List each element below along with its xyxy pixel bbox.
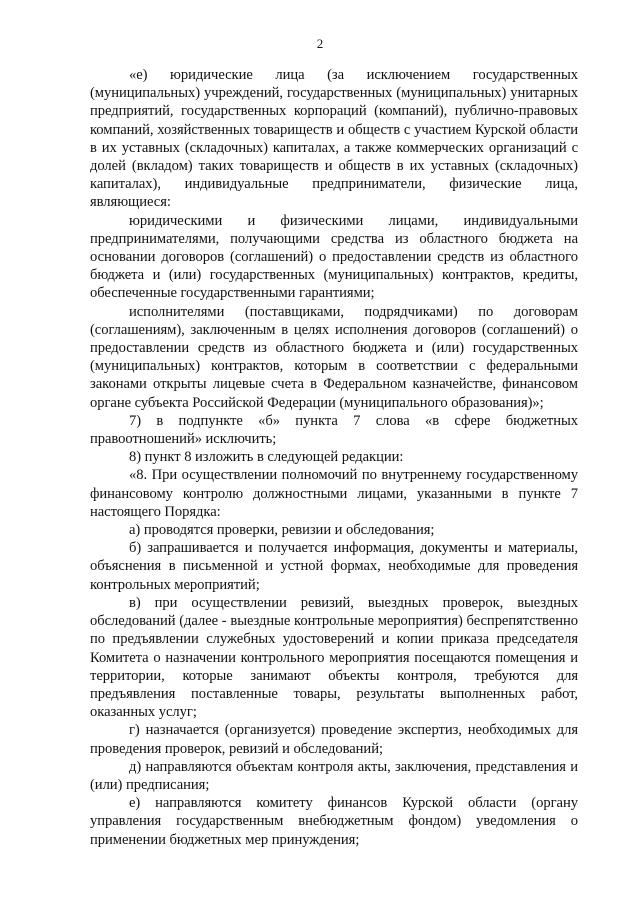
document-body bbox=[90, 66, 578, 849]
paragraph-budget-recipients: юридическими и физическими лицами, индивидуальными предпринимателями, получающими средства из областного бюджета на основании договоров (соглашений) о предоставлении средств из областного бюджета и (или) государственных (муниципальных) контрактов, кредиты, обеспеченные государственными гарантиями; bbox=[90, 212, 578, 302]
paragraph-legal-entities: «е) юридические лица (за исключением государственных (муниципальных) учреждений, государственных (муниципальных) унитарных предприятий, государственных корпораций (компаний), публично-правовых компаний, хозяйственных товариществ и обществ с участием Курской области в их уставных (складочных) капиталах, а также коммерческих организаций с долей (вкладом) таких товариществ и обществ в их уставных (складочных) капиталах), индивидуальные предприниматели, физические лица, являющиеся: bbox=[90, 67, 578, 211]
paragraph-item-7: 7) в подпункте «б» пункта 7 слова «в сфере бюджетных правоотношений» исключить; bbox=[90, 412, 578, 448]
paragraph-item-8-intro: 8) пункт 8 изложить в следующей редакции: bbox=[129, 449, 404, 466]
paragraph-contractors: исполнителями (поставщиками, подрядчиками) по договорам (соглашениям), заключенным в целях исполнения договоров (соглашений) о предоставлении средств из областного бюджета и (или) государственных (муниципальных) контрактов, которым в соответствии с федеральными законами открыты лицевые счета в Федеральном казначействе, финансовом органе субъекта Российской Федерации (муниципального образования)»; bbox=[90, 303, 578, 411]
paragraph-subitem-a: а) проводятся проверки, ревизии и обследования; bbox=[129, 522, 435, 539]
paragraph-subitem-v: в) при осуществлении ревизий, выездных проверок, выездных обследований (далее - выездные контрольные мероприятия) беспрепятственно по предъявлении служебных удостоверений и копии приказа председателя Комитета о назначении контрольного мероприятия посещаются помещения и территории, которые занимают объекты контроля, требуются для предъявления поставленные товары, результаты выполненных работ, оказанных услуг; bbox=[90, 594, 578, 721]
paragraph-subitem-e: е) направляются комитету финансов Курской области (органу управления государственным внебюджетным фондом) уведомления о применении бюджетных мер принуждения; bbox=[90, 795, 578, 848]
page-number: 2 bbox=[316, 36, 324, 51]
paragraph-subitem-d: д) направляются объектам контроля акты, заключения, представления и (или) предписания; bbox=[90, 758, 578, 793]
paragraph-item-8-text: «8. При осуществлении полномочий по внутреннему государственному финансовому контролю должностными лицами, указанными в пункте 7 настоящего Порядка: bbox=[90, 467, 578, 520]
paragraph-subitem-b: б) запрашивается и получается информация, документы и материалы, объяснения в письменной и устной формах, необходимые для проведения контрольных мероприятий; bbox=[90, 540, 578, 593]
paragraph-subitem-g: г) назначается (организуется) проведение экспертиз, необходимых для проведения проверок, ревизий и обследований; bbox=[90, 722, 578, 757]
